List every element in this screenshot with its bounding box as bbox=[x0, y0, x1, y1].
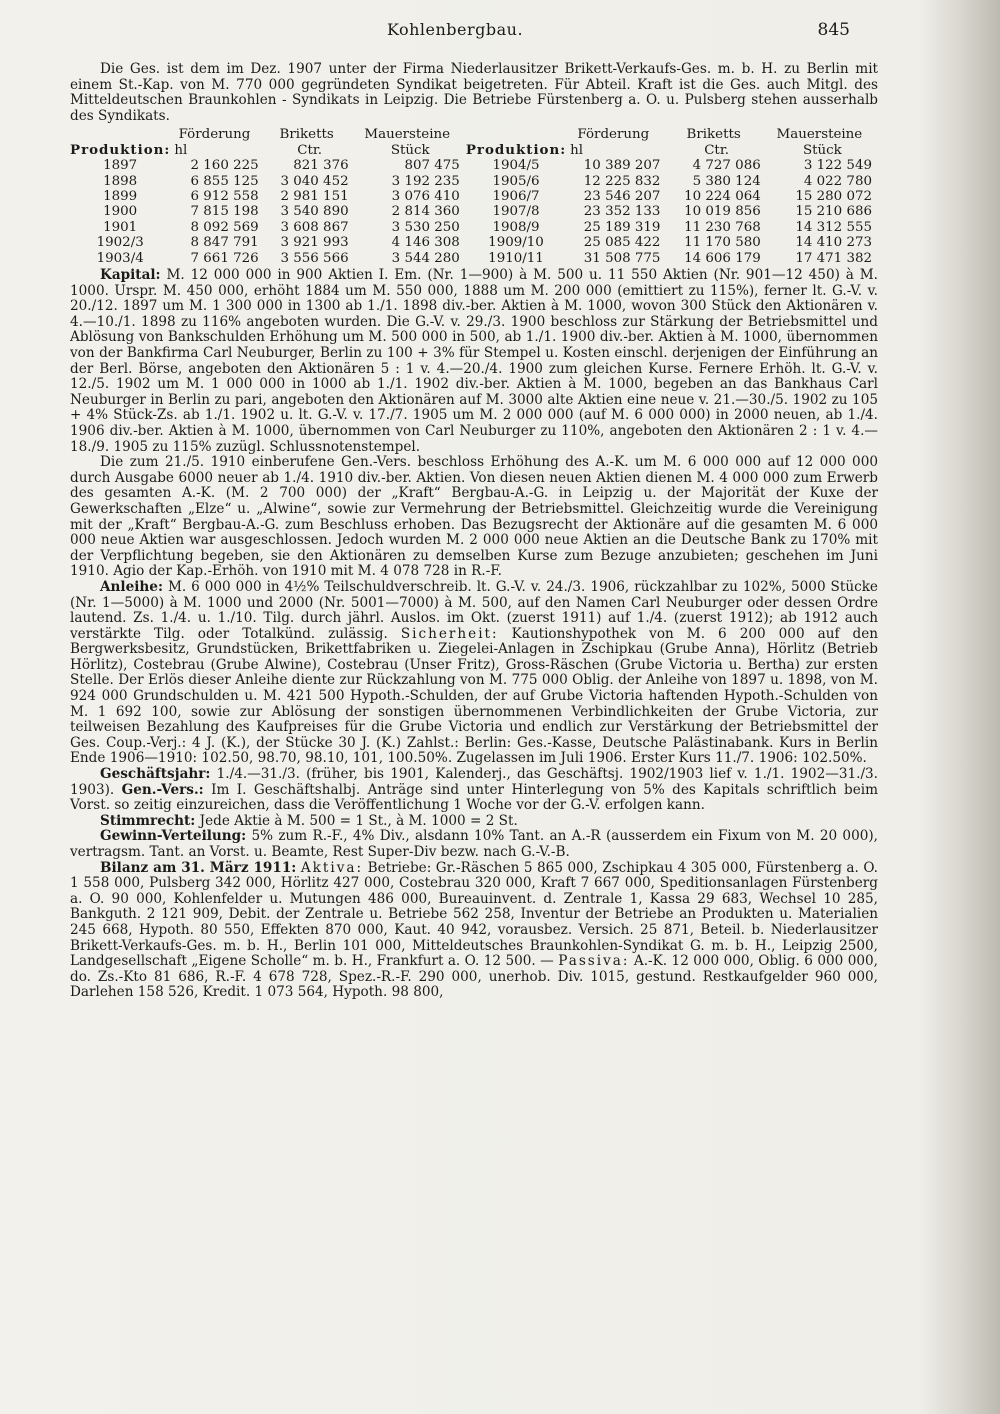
gewinn-label: Gewinn-Verteilung: bbox=[100, 828, 247, 845]
page-body bbox=[70, 62, 878, 1001]
production-year-cell: 1907/8 bbox=[492, 204, 540, 220]
production-year-cell: 1903/4 bbox=[96, 250, 144, 266]
production-year-cell: 1898 bbox=[103, 173, 138, 189]
production-year-cell: 1905/6 bbox=[492, 173, 540, 189]
production-value-cell: 3 608 867 bbox=[280, 219, 349, 235]
production-value-cell: 3 556 566 bbox=[280, 250, 349, 266]
production-value-cell: 11 230 768 bbox=[684, 219, 761, 235]
geschaeftsjahr-paragraph bbox=[70, 767, 878, 814]
unit-hl-2: hl bbox=[570, 142, 584, 158]
production-value-cell: 2 160 225 bbox=[190, 158, 259, 174]
production-table-header-units bbox=[70, 143, 878, 158]
production-label-1: Produktion: bbox=[70, 141, 171, 158]
production-value-cell: 15 210 686 bbox=[795, 204, 872, 220]
bilanz-paragraph bbox=[70, 861, 878, 1001]
stimmrecht-text: Jede Aktie à M. 500 = 1 St., à M. 1000 = 2 St. bbox=[199, 812, 518, 829]
page-number: 845 bbox=[817, 20, 850, 40]
production-value-cell: 11 170 580 bbox=[684, 235, 761, 251]
production-row bbox=[70, 251, 878, 266]
production-row bbox=[70, 220, 878, 235]
production-value-cell: 6 855 125 bbox=[190, 173, 259, 189]
production-value-cell: 14 312 555 bbox=[795, 219, 872, 235]
col-briketts-2: Briketts bbox=[686, 127, 741, 143]
production-value-cell: 25 189 319 bbox=[583, 219, 661, 235]
unit-stueck-2: Stück bbox=[802, 142, 842, 158]
anleihe-text: M. 6 000 000 in 4½% Teilschuldverschreib. lt. G.-V. v. 24./3. 1906, rückzahlbar zu 102%, 5000 Stücke (Nr. 1—5000) à M. 1000 und 2000 (Nr. 5001—7000) à M. 500, auf den Namen Carl Neuburger oder dessen Ordre lautend. Zs. 1./4. u. 1./10. Tilg. durch jährl. Auslos. im Okt. (zuerst 1911) auf 1./4. (zuerst 1912); ab 1912 auch verstärkte Tilg. oder Totalkünd. zulässig. bbox=[70, 578, 878, 642]
geschaeftsjahr-text: 1./4.—31./3. (früher, bis 1901, Kalenderj., das Geschäftsj. 1902/1903 lief v. 1./1. 1902—31./3. 1903). bbox=[70, 766, 878, 798]
genvers-label: Gen.-Vers.: bbox=[121, 781, 204, 798]
kapital-text: M. 12 000 000 in 900 Aktien I. Em. (Nr. 1—900) à M. 500 u. 11 550 Aktien (Nr. 901—12 450) à M. 1000. Urspr. M. 450 000, erhöht 1884 um M. 550 000, 1888 um M. 200 000 (emittiert zu 115%), ferner lt. G.-V. v. 20./12. 1897 um M. 1 300 000 in 1300 ab 1./1. 1898 div.-ber. Aktien à M. 1000, wovon 300 Stück den Aktionären v. 4.—10./1. 1898 zu 116% angeboten wurden. Die G.-V. v. 29./3. 1900 beschloss zur Stärkung der Betriebsmittel und Ablösung von Bankschulden Erhöhung um M. 500 000 in 500, ab 1./1. 1900 div.-ber. Aktien à M. 1000, übernommen von der Bankfirma Carl Neuburger, Berlin zu 100 + 3% für Stempel u. Kosten einschl. derjenigen der Einführung an der Berl. Börse, angeboten den Aktionären 5 : 1 v. 4.—20./4. 1900 zum gleichen Kurse. Fernere Erhöh. lt. G.-V. v. 12./5. 1902 um M. 1 000 000 in 1000 ab 1./1. 1902 div.-ber. Aktien à M. 1000, begeben an das Bankhaus Carl Neuburger in Berlin zu pari, angeboten den Aktionären auf M. 3000 alte Aktien eine neue v. 21.—30./5. 1902 zu 105 + 4% Stück-Zs. ab 1./1. 1902 u. lt. G.-V. v. 17./7. 1905 um M. 2 000 000 (auf M. 6 000 000) in 2000 neuen, ab 1./4. 1906 div.-ber. Aktien à M. 1000, übernommen von Carl Neuburger zu 110%, angeboten den Aktionären 2 : 1 v. 4.—18./9. 1905 zu 115% zuzügl. Schlussnotenstempel. bbox=[70, 267, 879, 455]
unit-hl-1: hl bbox=[174, 142, 188, 158]
anleihe-paragraph bbox=[70, 580, 878, 767]
production-table bbox=[70, 127, 878, 266]
kapital-label: Kapital: bbox=[100, 267, 161, 284]
page-header bbox=[60, 20, 850, 44]
bilanz-label: Bilanz am 31. März 1911: bbox=[100, 859, 297, 876]
stimmrecht-label: Stimmrecht: bbox=[100, 812, 196, 829]
production-row bbox=[70, 235, 878, 250]
sicherheit-label: Sicherheit: bbox=[400, 625, 499, 642]
production-value-cell: 3 921 993 bbox=[280, 235, 349, 251]
production-value-cell: 10 389 207 bbox=[583, 158, 661, 174]
production-value-cell: 23 546 207 bbox=[583, 189, 661, 204]
production-value-cell: 31 508 775 bbox=[583, 250, 661, 266]
production-year-cell: 1909/10 bbox=[488, 235, 544, 251]
production-value-cell: 3 192 235 bbox=[391, 173, 460, 189]
production-value-cell: 14 410 273 bbox=[795, 235, 872, 251]
stimmrecht-paragraph bbox=[70, 814, 878, 830]
production-row bbox=[70, 174, 878, 189]
production-value-cell: 2 981 151 bbox=[280, 189, 349, 204]
production-value-cell: 15 280 072 bbox=[795, 189, 872, 204]
unit-stueck-1: Stück bbox=[390, 142, 430, 158]
production-row bbox=[70, 189, 878, 204]
col-foerderung-1: Förderung bbox=[178, 127, 251, 143]
production-year-cell: 1910/11 bbox=[488, 250, 544, 266]
production-value-cell: 8 847 791 bbox=[190, 235, 259, 251]
production-year-cell: 1899 bbox=[103, 189, 138, 204]
production-value-cell: 807 475 bbox=[404, 158, 460, 174]
production-value-cell: 14 606 179 bbox=[684, 250, 761, 266]
production-year-cell: 1902/3 bbox=[96, 235, 144, 251]
production-value-cell: 7 661 726 bbox=[190, 250, 259, 266]
production-row bbox=[70, 204, 878, 219]
production-value-cell: 3 122 549 bbox=[803, 158, 872, 174]
production-value-cell: 5 380 124 bbox=[692, 173, 761, 189]
production-value-cell: 3 530 250 bbox=[391, 219, 460, 235]
col-mauersteine-1: Mauersteine bbox=[364, 127, 451, 143]
kapital-paragraph-2: Die zum 21./5. 1910 einberufene Gen.-Vers. beschloss Erhöhung des A.-K. um M. 6 000 000 auf 12 000 000 durch Ausgabe 6000 neuer ab 1./4. 1910 div.-ber. Aktien. Von diesen neuen Aktien dienen M. 4 000 000 zum Erwerb des gesamten A.-K. (M. 2 700 000) der „Kraft“ Bergbau-A.-G. in Leipzig u. der Majorität der Kuxe der Gewerkschaften „Elze“ u. „Alwine“, sowie zur Vermehrung der Betriebsmittel. Gleichzeitig wurde die Vereinigung mit der „Kraft“ Bergbau-A.-G. zum Beschluss erhoben. Das Bezugsrecht der Aktionäre auf die gesamten M. 6 000 000 neue Aktien war ausgeschlossen. Jedoch wurden M. 2 000 000 neue Aktien an die Deutsche Bank zu 170% mit der Verpflichtung begeben, sie den Aktionären zu demselben Kurse zum Bezuge anzubieten; geschehen im Juni 1910. Agio der Kap.-Erhöh. von 1910 mit M. 4 078 728 in R.-F. bbox=[70, 454, 878, 580]
production-value-cell: 821 376 bbox=[293, 158, 349, 174]
production-value-cell: 4 146 308 bbox=[391, 235, 460, 251]
production-year-cell: 1904/5 bbox=[492, 158, 540, 174]
gewinn-text: 5% zum R.-F., 4% Div., alsdann 10% Tant. an A.-R (ausserdem ein Fixum von M. 20 000), vertragsm. Tant. an Vorst. u. Beamte, Rest Super-Div bezw. nach G.-V.-B. bbox=[70, 828, 878, 860]
production-value-cell: 6 912 558 bbox=[190, 189, 259, 204]
aktiva-label: Aktiva: bbox=[300, 859, 364, 876]
production-value-cell: 10 019 856 bbox=[684, 204, 761, 220]
anleihe-label: Anleihe: bbox=[100, 578, 163, 595]
bilanz-aktiva-text: Betriebe: Gr.-Räschen 5 865 000, Zschipkau 4 305 000, Fürstenberg a. O. 1 558 000, Pulsberg 342 000, Hörlitz 427 000, Costebrau 320 000, Kraft 7 667 000, Speditionsanlagen Fürstenberg a. O. 90 000, Kohlenfelder u. Mutungen 486 000, Bureauinvent. d. Zentrale 1, Kassa 29 683, Wechsel 10 285, Bankguth. 2 121 909, Debit. der Zentrale u. Betriebe 562 258, Inventur der Betriebe an Produkten u. Materialien 245 668, Hypoth. 80 550, Effekten 870 000, Kaut. 40 942, vorausbez. Versich. 25 871, Beteil. b. Niederlausitzer Brikett-Verkaufs-Ges. m. b. H., Berlin 101 000, Mitteldeutsches Braunkohlen-Syndikat G. m. b. H., Leipzig 2500, Landgesellschaft „Eigene Scholle“ m. b. H., Frankfurt a. O. 12 500. — bbox=[70, 859, 879, 970]
geschaeftsjahr-label: Geschäftsjahr: bbox=[100, 766, 211, 783]
production-value-cell: 8 092 569 bbox=[190, 219, 259, 235]
gewinn-paragraph bbox=[70, 829, 878, 860]
production-row bbox=[70, 158, 878, 173]
production-value-cell: 17 471 382 bbox=[795, 250, 872, 266]
running-title: Kohlenbergbau. bbox=[386, 20, 524, 39]
production-table-header-top bbox=[70, 127, 878, 142]
production-value-cell: 23 352 133 bbox=[583, 204, 661, 220]
production-year-cell: 1901 bbox=[103, 219, 138, 235]
col-foerderung-2: Förderung bbox=[577, 127, 650, 143]
production-value-cell: 3 076 410 bbox=[391, 189, 460, 204]
unit-ctr-2: Ctr. bbox=[704, 142, 729, 158]
production-value-cell: 25 085 422 bbox=[583, 235, 661, 251]
genvers-text: Im I. Geschäftshalbj. Anträge sind unter Hinterlegung von 5% des Kapitals schriftlich beim Vorst. so zeitig einzureichen, dass die Veröffentlichung 1 Woche vor der G.-V. erfolgen kann. bbox=[70, 781, 879, 814]
production-value-cell: 2 814 360 bbox=[391, 204, 460, 220]
passiva-label: Passiva: bbox=[558, 953, 630, 970]
production-value-cell: 4 727 086 bbox=[692, 158, 761, 174]
production-value-cell: 3 544 280 bbox=[391, 250, 460, 266]
production-value-cell: 7 815 198 bbox=[190, 204, 259, 220]
production-value-cell: 4 022 780 bbox=[803, 173, 872, 189]
col-briketts-1: Briketts bbox=[279, 127, 334, 143]
sicherheit-text: Kautionshypothek von M. 6 200 000 auf den Bergwerksbesitz, Grundstücken, Brikettfabriken u. Ziegelei-Anlagen in Zschipkau (Grube Anna), Hörlitz (Betrieb Hörlitz), Costebrau (Grube Alwine), Costebrau (Unser Fritz), Gross-Räschen (Grube Victoria u. Bertha) zur ersten Stelle. Der Erlös dieser Anleihe diente zur Rückzahlung von M. 775 000 Oblig. der Anleihe von 1897 u. 1898, von M. 924 000 Grundschulden u. M. 421 500 Hypoth.-Schulden, der auf Grube Victoria haftenden Hypoth.-Schulden von M. 1 692 100, sowie zur Ablösung der sonstigen übernommenen Verbindlichkeiten der Grube Victoria, zur teilweisen Bezahlung des Kaufpreises für die Grube Victoria und endlich zur Verstärkung der Betriebsmittel der Ges. Coup.-Verj.: 4 J. (K.), der Stücke 30 J. (K.) Zahlst.: Berlin: Ges.-Kasse, Deutsche Palästinabank. Kurs in Berlin Ende 1906—1910: 102.50, 98.70, 98.10, 101, 100.50%. Zugelassen im Juli 1906. Erster Kurs 11./7. 1906: 102.50%. bbox=[70, 625, 878, 767]
production-label-2: Produktion: bbox=[465, 141, 567, 158]
unit-ctr-1: Ctr. bbox=[297, 142, 323, 158]
production-year-cell: 1897 bbox=[103, 158, 138, 174]
production-year-cell: 1908/9 bbox=[492, 219, 540, 235]
production-value-cell: 3 540 890 bbox=[280, 204, 349, 220]
production-value-cell: 12 225 832 bbox=[583, 173, 661, 189]
production-year-cell: 1906/7 bbox=[492, 189, 540, 204]
col-mauersteine-2: Mauersteine bbox=[776, 127, 863, 143]
production-value-cell: 3 040 452 bbox=[280, 173, 349, 189]
production-year-cell: 1900 bbox=[103, 204, 138, 220]
production-value-cell: 10 224 064 bbox=[684, 189, 761, 204]
kapital-paragraph bbox=[70, 268, 878, 455]
intro-paragraph: Die Ges. ist dem im Dez. 1907 unter der Firma Niederlausitzer Brikett-Verkaufs-Ges. m. b. H. zu Berlin mit einem St.-Kap. von M. 770 000 gegründeten Syndikat beigetreten. Für Abteil. Kraft ist die Ges. auch Mitgl. des Mitteldeutschen Braunkohlen - Syndikats in Leipzig. Die Betriebe Fürstenberg a. O. u. Pulsberg stehen ausserhalb des Syndikats. bbox=[70, 61, 878, 124]
bilanz-passiva-text: A.-K. 12 000 000, Oblig. 6 000 000, do. Zs.-Kto 81 686, R.-F. 4 678 728, Spez.-R.-F. 290 000, unerhob. Div. 1015, gestund. Restkaufgelder 960 000, Darlehen 158 526, Kredit. 1 073 564, Hypoth. 98 800, bbox=[70, 953, 878, 1001]
